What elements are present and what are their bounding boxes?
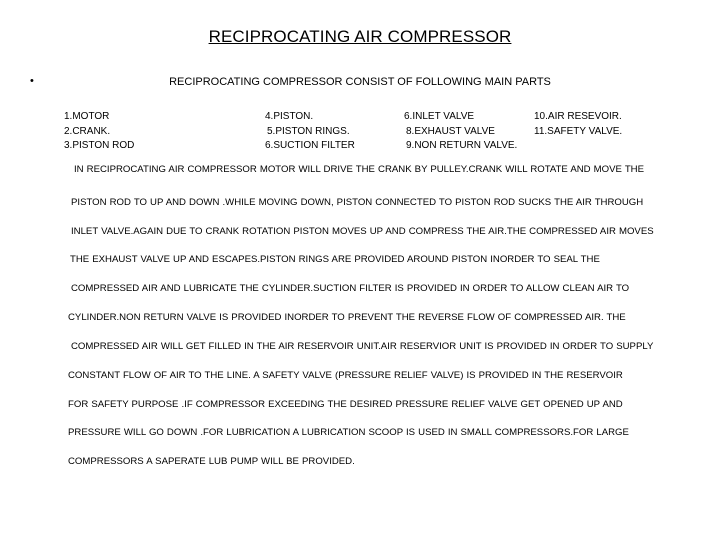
parts-column-4 (534, 110, 622, 139)
section-heading: RECIPROCATING COMPRESSOR CONSIST OF FOLLOWING MAIN PARTS (169, 76, 551, 88)
paragraph-line: THE EXHAUST VALVE UP AND ESCAPES.PISTON RINGS ARE PROVIDED AROUND PISTON INORDER TO SEAL THE (70, 254, 600, 265)
paragraph-line: IN RECIPROCATING AIR COMPRESSOR MOTOR WILL DRIVE THE CRANK BY PULLEY.CRANK WILL ROTATE AND MOVE THE (74, 164, 645, 175)
paragraph-line: COMPRESSED AIR AND LUBRICATE THE CYLINDER.SUCTION FILTER IS PROVIDED IN ORDER TO ALLOW CLEAN AIR TO (71, 283, 630, 294)
parts-column-2 (265, 110, 355, 154)
part-item: 2.CRANK. (64, 125, 111, 137)
paragraph-line: CONSTANT FLOW OF AIR TO THE LINE. A SAFETY VALVE (PRESSURE RELIEF VALVE) IS PROVIDED IN THE RESERVOIR (68, 370, 623, 381)
page-title: RECIPROCATING AIR COMPRESSOR (208, 27, 512, 46)
part-item: 11.SAFETY VALVE. (534, 125, 623, 137)
part-item: 5.PISTON RINGS. (267, 125, 350, 137)
part-item: 6.INLET VALVE (404, 111, 475, 122)
parts-column-1 (64, 110, 134, 154)
paragraph-line: INLET VALVE.AGAIN DUE TO CRANK ROTATION PISTON MOVES UP AND COMPRESS THE AIR.THE COMPRESSED AIR MOVES (71, 226, 654, 237)
part-item: 9.NON RETURN VALVE. (406, 140, 518, 151)
part-item: 10.AIR RESEVOIR. (534, 111, 622, 122)
paragraph-line: COMPRESSORS A SAPERATE LUB PUMP WILL BE PROVIDED. (68, 456, 355, 467)
part-item: 4.PISTON. (265, 111, 314, 122)
part-item: 1.MOTOR (64, 111, 110, 122)
paragraph-line: COMPRESSED AIR WILL GET FILLED IN THE AIR RESERVOIR UNIT.AIR RESERVIOR UNIT IS PROVIDED IN ORDER TO SUPPLY (71, 341, 654, 352)
paragraph-line: FOR SAFETY PURPOSE .IF COMPRESSOR EXCEEDING THE DESIRED PRESSURE RELIEF VALVE GET OPENED UP AND (68, 399, 623, 410)
paragraph-line: CYLINDER.NON RETURN VALVE IS PROVIDED INORDER TO PREVENT THE REVERSE FLOW OF COMPRESSED AIR. THE (68, 312, 626, 323)
paragraph-line: PISTON ROD TO UP AND DOWN .WHILE MOVING DOWN, PISTON CONNECTED TO PISTON ROD SUCKS THE AIR THROUGH (71, 197, 644, 208)
paragraph-line: PRESSURE WILL GO DOWN .FOR LUBRICATION A LUBRICATION SCOOP IS USED IN SMALL COMPRESSORS.FOR LARGE (68, 427, 629, 438)
bullet-marker: • (30, 75, 34, 87)
part-item: 8.EXHAUST VALVE (406, 125, 495, 137)
parts-column-3 (404, 110, 517, 154)
part-item: 6.SUCTION FILTER (265, 140, 355, 151)
part-item: 3.PISTON ROD (64, 140, 135, 151)
